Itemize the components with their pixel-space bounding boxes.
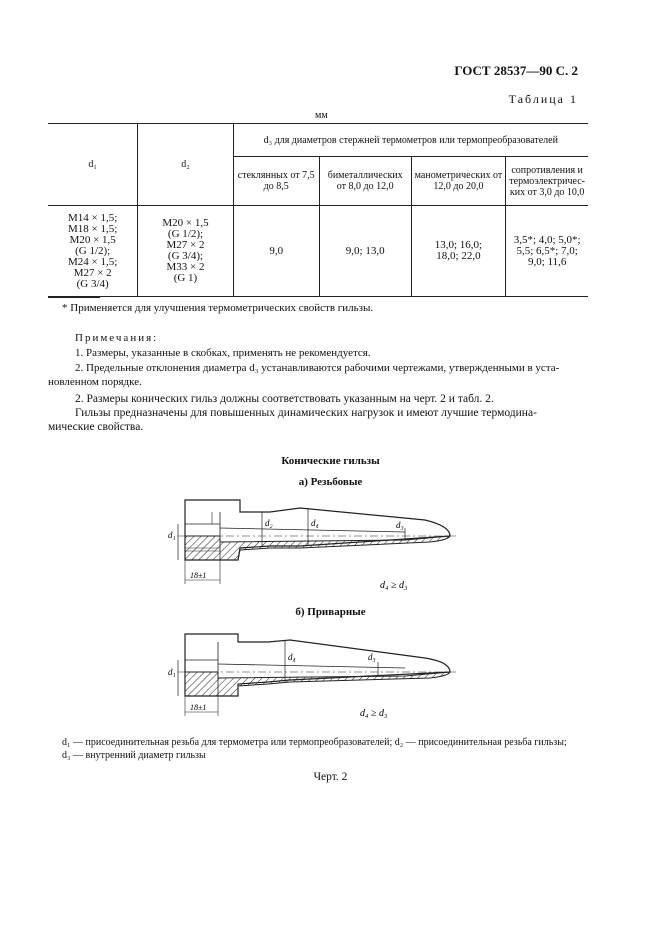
gost-header: ГОСТ 28537—90 С. 2 — [454, 63, 578, 78]
notes-title: Примечания: — [75, 332, 159, 344]
note-1: 1. Размеры, указанные в скобках, применять не рекомендуется. — [75, 347, 371, 359]
footnote: * Применяется для улучшения термометрических свойств гильзы. — [62, 302, 374, 314]
dimension-18: 18±1 — [190, 571, 207, 580]
figure-sub-a: а) Резьбовые — [298, 476, 363, 488]
dimension-18-b: 18±1 — [190, 703, 207, 712]
caption-line1: d₁ — присоединительная резьба для термометра или термопреобразователей; d₂ — присоединительная резьба гильзы; — [62, 737, 567, 748]
footnote-separator — [48, 297, 100, 298]
cell-bimetal: 9,0; 13,0 — [319, 206, 411, 297]
cell-resistance: 3,5*; 4,0; 5,0*; 5,5; 6,5*; 7,0; 9,0; 11,6 — [506, 206, 588, 297]
note-2-line1: 2. Предельные отклонения диаметра d₃ устанавливаются рабочими чертежами, утвержденными в уста- — [75, 362, 560, 374]
subheader-glass: стеклянных от 7,5 до 8,5 — [233, 157, 319, 206]
condition-b: d₄ ≥ d₃ — [360, 708, 388, 719]
cell-d1: M14 × 1,5; M18 × 1,5; M20 × 1,5 (G 1/2); M24 × 1,5; M27 × 2 (G 3/4) — [48, 206, 138, 297]
figure-sub-b: б) Приварные — [295, 606, 366, 618]
col-d2-header: d₂ — [138, 124, 233, 206]
note-2-line2: новленном порядке. — [48, 376, 142, 388]
group-header: d₃ для диаметров стержней термометров или термопреобразователей — [233, 124, 588, 157]
label-d4-b: d₄ — [288, 652, 296, 662]
paragraph-3-line1: Гильзы предназначены для повышенных динамических нагрузок и имеют лучшие термодина- — [75, 407, 537, 419]
subheader-resistance: сопротивления и термоэлектричес-ких от 3,0 до 10,0 — [506, 157, 588, 206]
subheader-manometric: манометрических от 12,0 до 20,0 — [411, 157, 506, 206]
col-d1-header: d₁ — [48, 124, 138, 206]
condition-a: d₄ ≥ d₃ — [380, 580, 408, 591]
cell-d2: M20 × 1,5 (G 1/2); M27 × 2 (G 3/4); M33 × 2 (G 1) — [138, 206, 233, 297]
label-d4: d₄ — [311, 518, 319, 528]
table-label: Таблица 1 — [508, 92, 578, 106]
cell-glass: 9,0 — [233, 206, 319, 297]
threaded-thermowell-drawing — [150, 488, 470, 600]
label-d1: d₁ — [168, 530, 176, 540]
label-d2: d₂ — [265, 518, 273, 528]
label-d3-b: d₃ — [368, 652, 376, 662]
figure-title: Конические гильзы — [281, 455, 380, 467]
label-d1-b: d₁ — [168, 667, 176, 677]
unit-label: мм — [315, 110, 328, 121]
subheader-bimetal: биметаллических от 8,0 до 12,0 — [319, 157, 411, 206]
cell-manometric: 13,0; 16,0; 18,0; 22,0 — [411, 206, 506, 297]
paragraph-2: 2. Размеры конических гильз должны соответствовать указанным на черт. 2 и табл. 2. — [75, 393, 494, 405]
dimensions-table — [48, 123, 588, 297]
paragraph-3-line2: мические свойства. — [48, 421, 144, 433]
welded-thermowell-drawing — [150, 620, 470, 728]
caption-line2: d₃ — внутренний диаметр гильзы — [62, 750, 206, 761]
figure-label: Черт. 2 — [313, 771, 348, 783]
label-d3: d₃ — [396, 520, 404, 530]
